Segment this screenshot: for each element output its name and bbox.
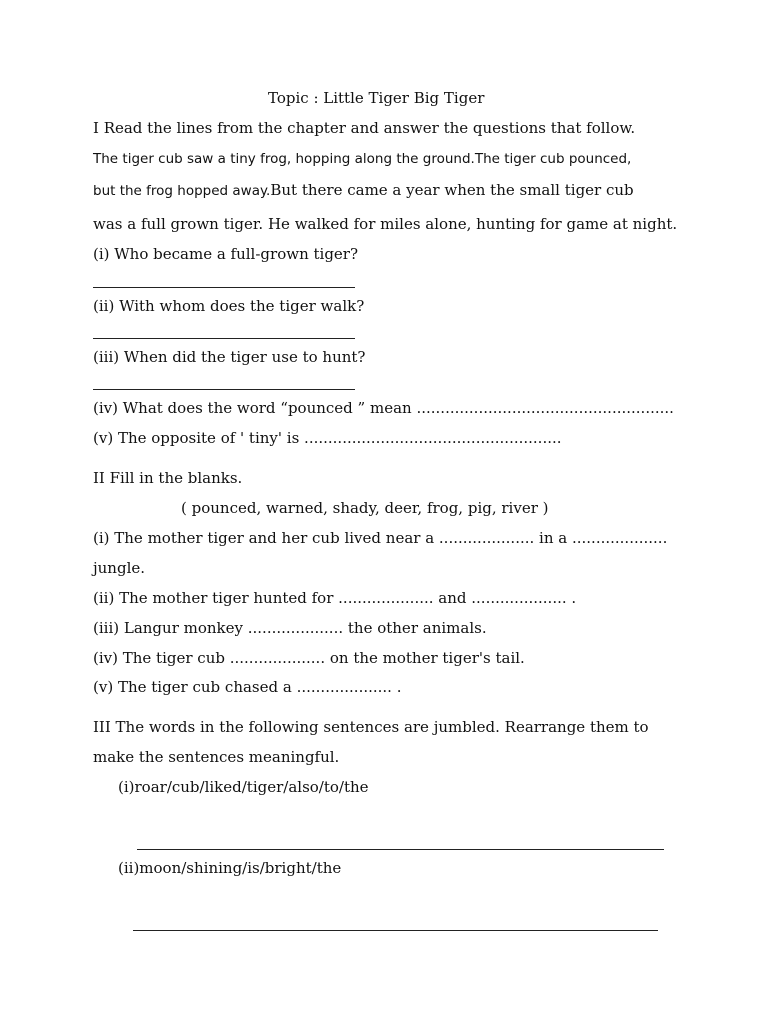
section-3-heading-line-1: III The words in the following sentences are jumbled. Rearrange them to: [93, 718, 649, 736]
word-bank: ( pounced, warned, shady, deer, frog, pig, river ): [181, 499, 549, 517]
question-1: (i) Who became a full-grown tiger?: [93, 245, 359, 263]
passage-line-3: was a full grown tiger. He walked for miles alone, hunting for game at night.: [93, 215, 678, 233]
fill-item-3: (iii) Langur monkey .................... the other animals.: [93, 619, 487, 637]
section-3-heading-line-2: make the sentences meaningful.: [93, 748, 340, 766]
fill-item-1: (i) The mother tiger and her cub lived near a .................... in a ....................: [93, 529, 668, 547]
question-4: (iv) What does the word “pounced ” mean ......................................................: [93, 399, 674, 417]
fill-item-4: (iv) The tiger cub .................... on the mother tiger's tail.: [93, 649, 525, 667]
answer-line-jumbled-1[interactable]: [137, 849, 664, 850]
passage-line-1: The tiger cub saw a tiny frog, hopping along the ground.The tiger cub pounced,: [93, 151, 632, 167]
passage-line-2b: But there came a year when the small tiger cub: [270, 181, 634, 199]
question-5: (v) The opposite of ' tiny' is ......................................................: [93, 429, 562, 447]
jumbled-item-2: (ii)moon/shining/is/bright/the: [118, 859, 342, 877]
answer-line-1[interactable]: [93, 287, 355, 288]
fill-item-5: (v) The tiger cub chased a .................... .: [93, 678, 402, 696]
jumbled-item-1: (i)roar/cub/liked/tiger/also/to/the: [118, 778, 369, 796]
answer-line-2[interactable]: [93, 338, 355, 339]
answer-line-3[interactable]: [93, 389, 355, 390]
question-2: (ii) With whom does the tiger walk?: [93, 297, 365, 315]
passage-line-2: [93, 180, 634, 201]
answer-line-jumbled-2[interactable]: [133, 930, 658, 931]
fill-item-2: (ii) The mother tiger hunted for .................... and .................... .: [93, 589, 577, 607]
fill-item-1-cont: jungle.: [93, 559, 146, 577]
question-3: (iii) When did the tiger use to hunt?: [93, 348, 366, 366]
section-1-heading: I Read the lines from the chapter and answer the questions that follow.: [93, 119, 636, 137]
section-2-heading: II Fill in the blanks.: [93, 469, 243, 487]
page-title: Topic : Little Tiger Big Tiger: [268, 89, 485, 107]
passage-line-2a: but the frog hopped away.: [93, 183, 271, 199]
